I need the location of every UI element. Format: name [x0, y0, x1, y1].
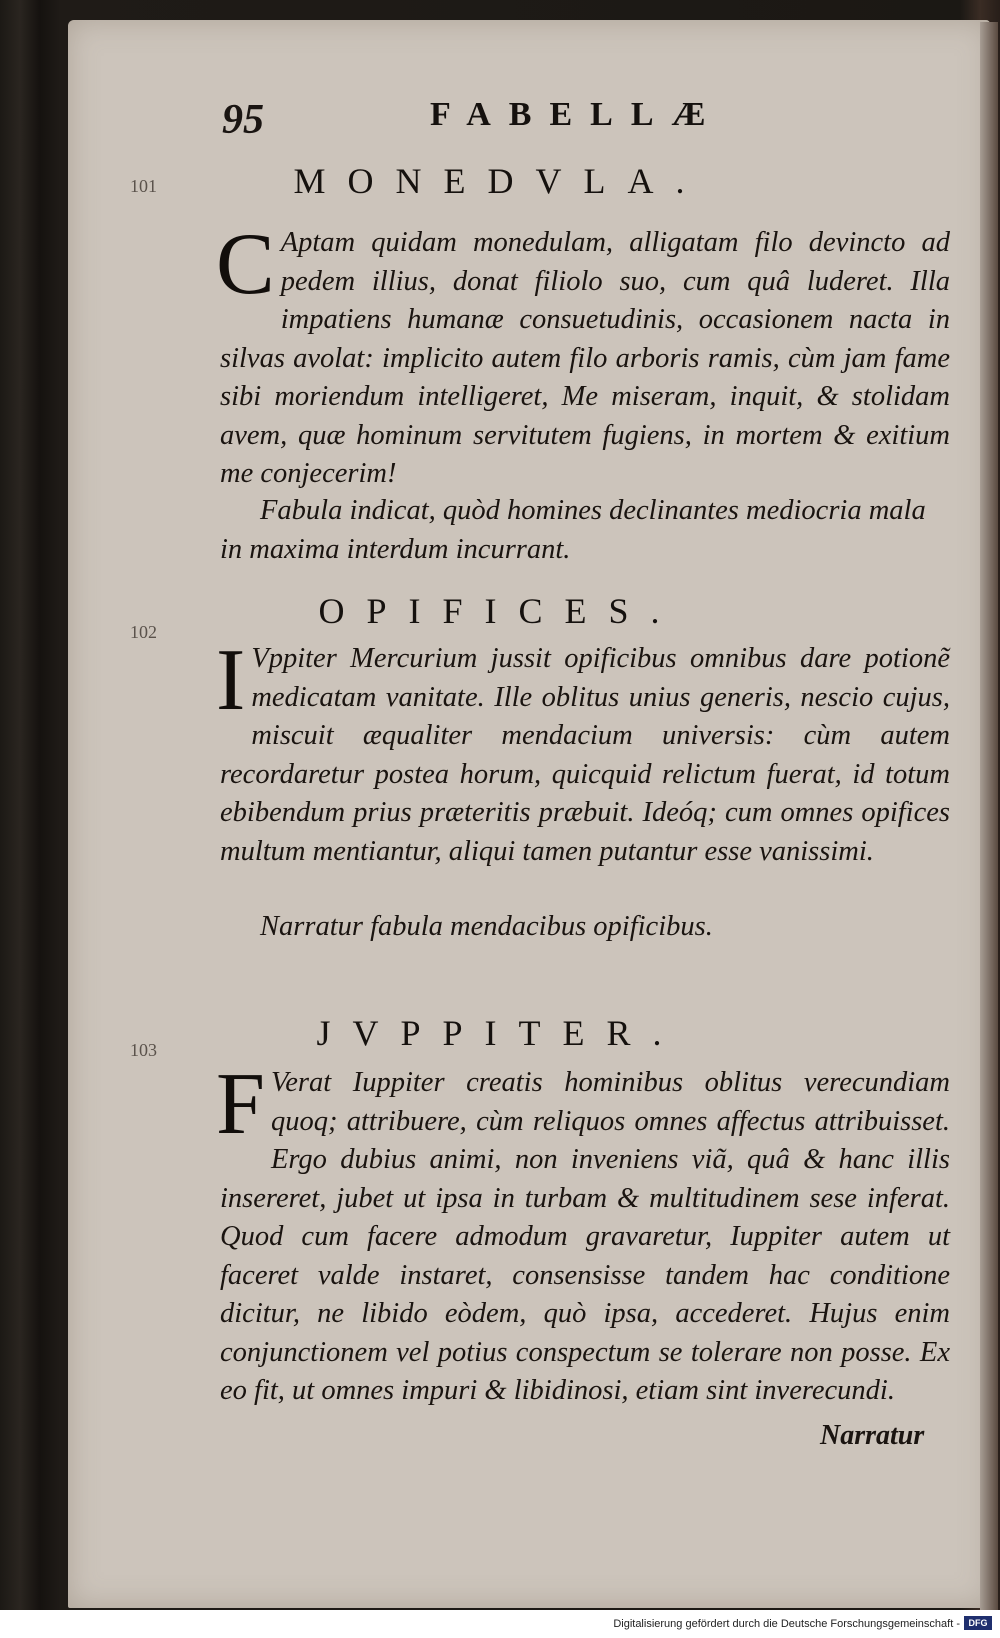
fable-text: Vppiter Mercurium jussit opificibus omnibus dare potionẽ medicatam vanitate. Ille oblitus unius generis, nescio cujus, miscuit æqualiter mendacium universis: cùm autem recordaretur postea horum, quicquid relictum fuerat, id totum ebibendum prius præteritis præbuit. Ideóq; cum omnes opifices multum mentiantur, aliqui tamen putantur esse vanissimi.: [220, 643, 950, 867]
page-edge: [980, 22, 998, 1612]
fable-body: [216, 216, 950, 494]
fable-title: OPIFICES.: [318, 591, 682, 631]
fable-body: [216, 632, 950, 871]
funding-notice: Digitalisierung gefördert durch die Deutsche Forschungsgemeinschaft -: [613, 1618, 960, 1630]
drop-cap: F: [216, 1056, 265, 1153]
page-number: 95: [222, 97, 264, 143]
margin-number: 103: [130, 1040, 157, 1060]
drop-cap: C: [216, 216, 275, 313]
margin-number: 102: [130, 622, 157, 642]
fable-text: Aptam quidam monedulam, alligatam filo devincto ad pedem illius, donat filiolo suo, cum quâ luderet. Illa impatiens humanæ consuetudinis, occasionem nacta in silvas avolat: implicito autem filo arboris ramis, cùm jam fame sibi moriendum intelligeret, Me miseram, inquit, & stolidam avem, quæ hominum servitutem fugiens, in mortem & exitium me conjecerim!: [220, 227, 950, 489]
fable-title: JVPPITER.: [316, 1013, 684, 1053]
margin-number: 101: [130, 176, 157, 196]
catchword: Narratur: [820, 1420, 925, 1451]
fable-moral: Fabula indicat, quòd homines declinantes mediocria mala in maxima interdum incurrant.: [220, 495, 926, 565]
fable-title: MONEDVLA.: [293, 161, 707, 201]
fable-body: [216, 1056, 950, 1411]
dfg-logo: DFG: [964, 1616, 992, 1630]
drop-cap: I: [216, 632, 246, 729]
fable-text: Verat Iuppiter creatis hominibus oblitus verecundiam quoq; attribuere, cùm reliquos omnes affectus attribuisset. Ergo dubius animi, non inveniens viã, quâ & hanc illis insereret, jubet ut ipsa in turbam & multitudinem sese inferat. Quod cum facere admodum gravaretur, Iuppiter autem ut faceret valde instaret, consensisse tandem hac conditione dicitur, ne libido eòdem, quò ipsa, accederet. Hujus enim conjunctionem vel potius conspectum se tolerare non posse. Ex eo fit, ut omnes impuri & libidinosi, etiam sint inverecundi.: [220, 1067, 950, 1406]
running-head: FABELLÆ: [430, 96, 724, 133]
fable-moral: Narratur fabula mendacibus opificibus.: [260, 911, 713, 942]
